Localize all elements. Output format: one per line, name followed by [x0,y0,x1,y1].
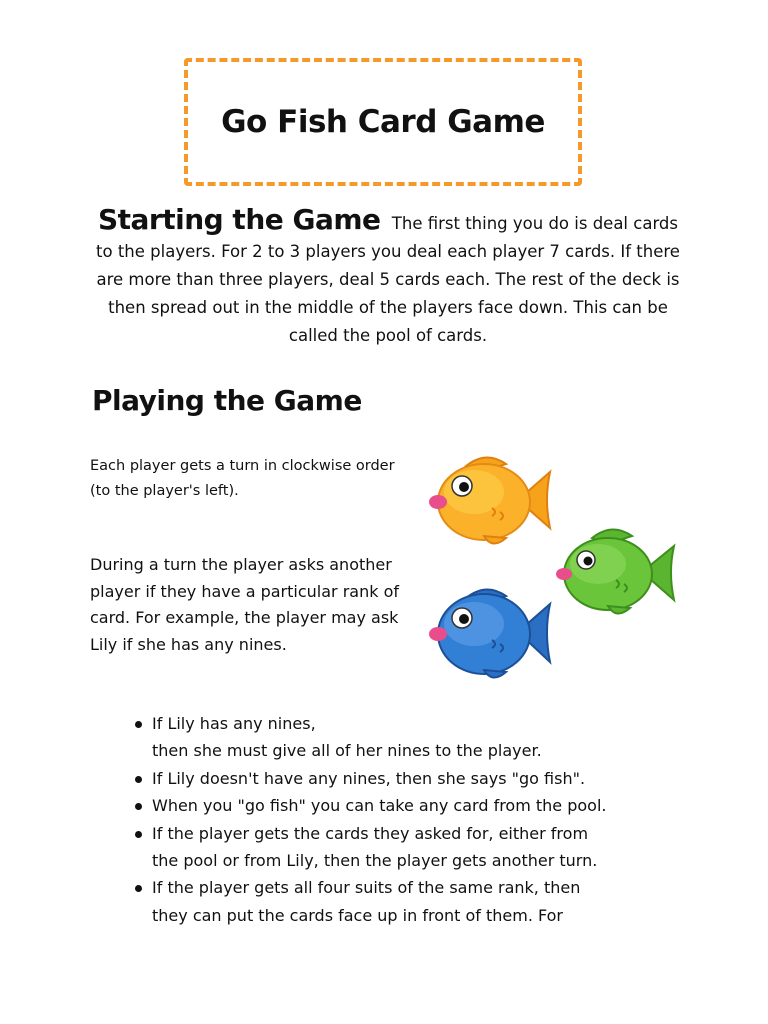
rule-line: If the player gets the cards they asked for, either from [152,823,589,843]
rule-line: then she must give all of her nines to the player. [152,741,542,761]
fish-illustration [420,452,680,692]
playing-paragraph-1: Each player gets a turn in clockwise order (to the player's left). [90,458,395,499]
rule-line: the pool or from Lily, then the player gets another turn. [152,851,598,871]
rule-line: If Lily has any nines, [152,714,316,733]
starting-heading: Starting the Game [97,203,381,236]
list-item [132,792,732,819]
list-item [132,765,732,792]
blue-fish-icon [426,582,556,686]
rule-line: When you "go fish" you can take any card from the pool. [152,796,607,816]
rules-list [132,710,732,929]
playing-heading: Playing the Game [92,384,362,417]
playing-paragraph-2: During a turn the player asks another player if they have a particular rank of card. For example, the player may ask Lily if she has any nines. [90,555,399,654]
rule-line: they can put the cards face up in front of them. For [152,905,564,925]
list-item [132,874,732,929]
title-box [184,58,582,186]
list-item [132,820,732,875]
list-item [132,710,732,765]
orange-fish-icon [426,452,556,552]
page-title: Go Fish Card Game [221,104,545,140]
starting-text: The first thing you do is deal cards to the players. For 2 to 3 players you deal each player 7 cards. If there are more than three players, deal 5 cards each. The rest of the deck is then spread out in the middle of the players face down. This can be called the pool of cards. [96,214,680,345]
rule-line: If Lily doesn't have any nines, then she says "go fish". [152,768,586,788]
rule-line: If the player gets all four suits of the same rank, then [152,878,581,898]
green-fish-icon [550,524,680,624]
starting-section [92,203,684,350]
